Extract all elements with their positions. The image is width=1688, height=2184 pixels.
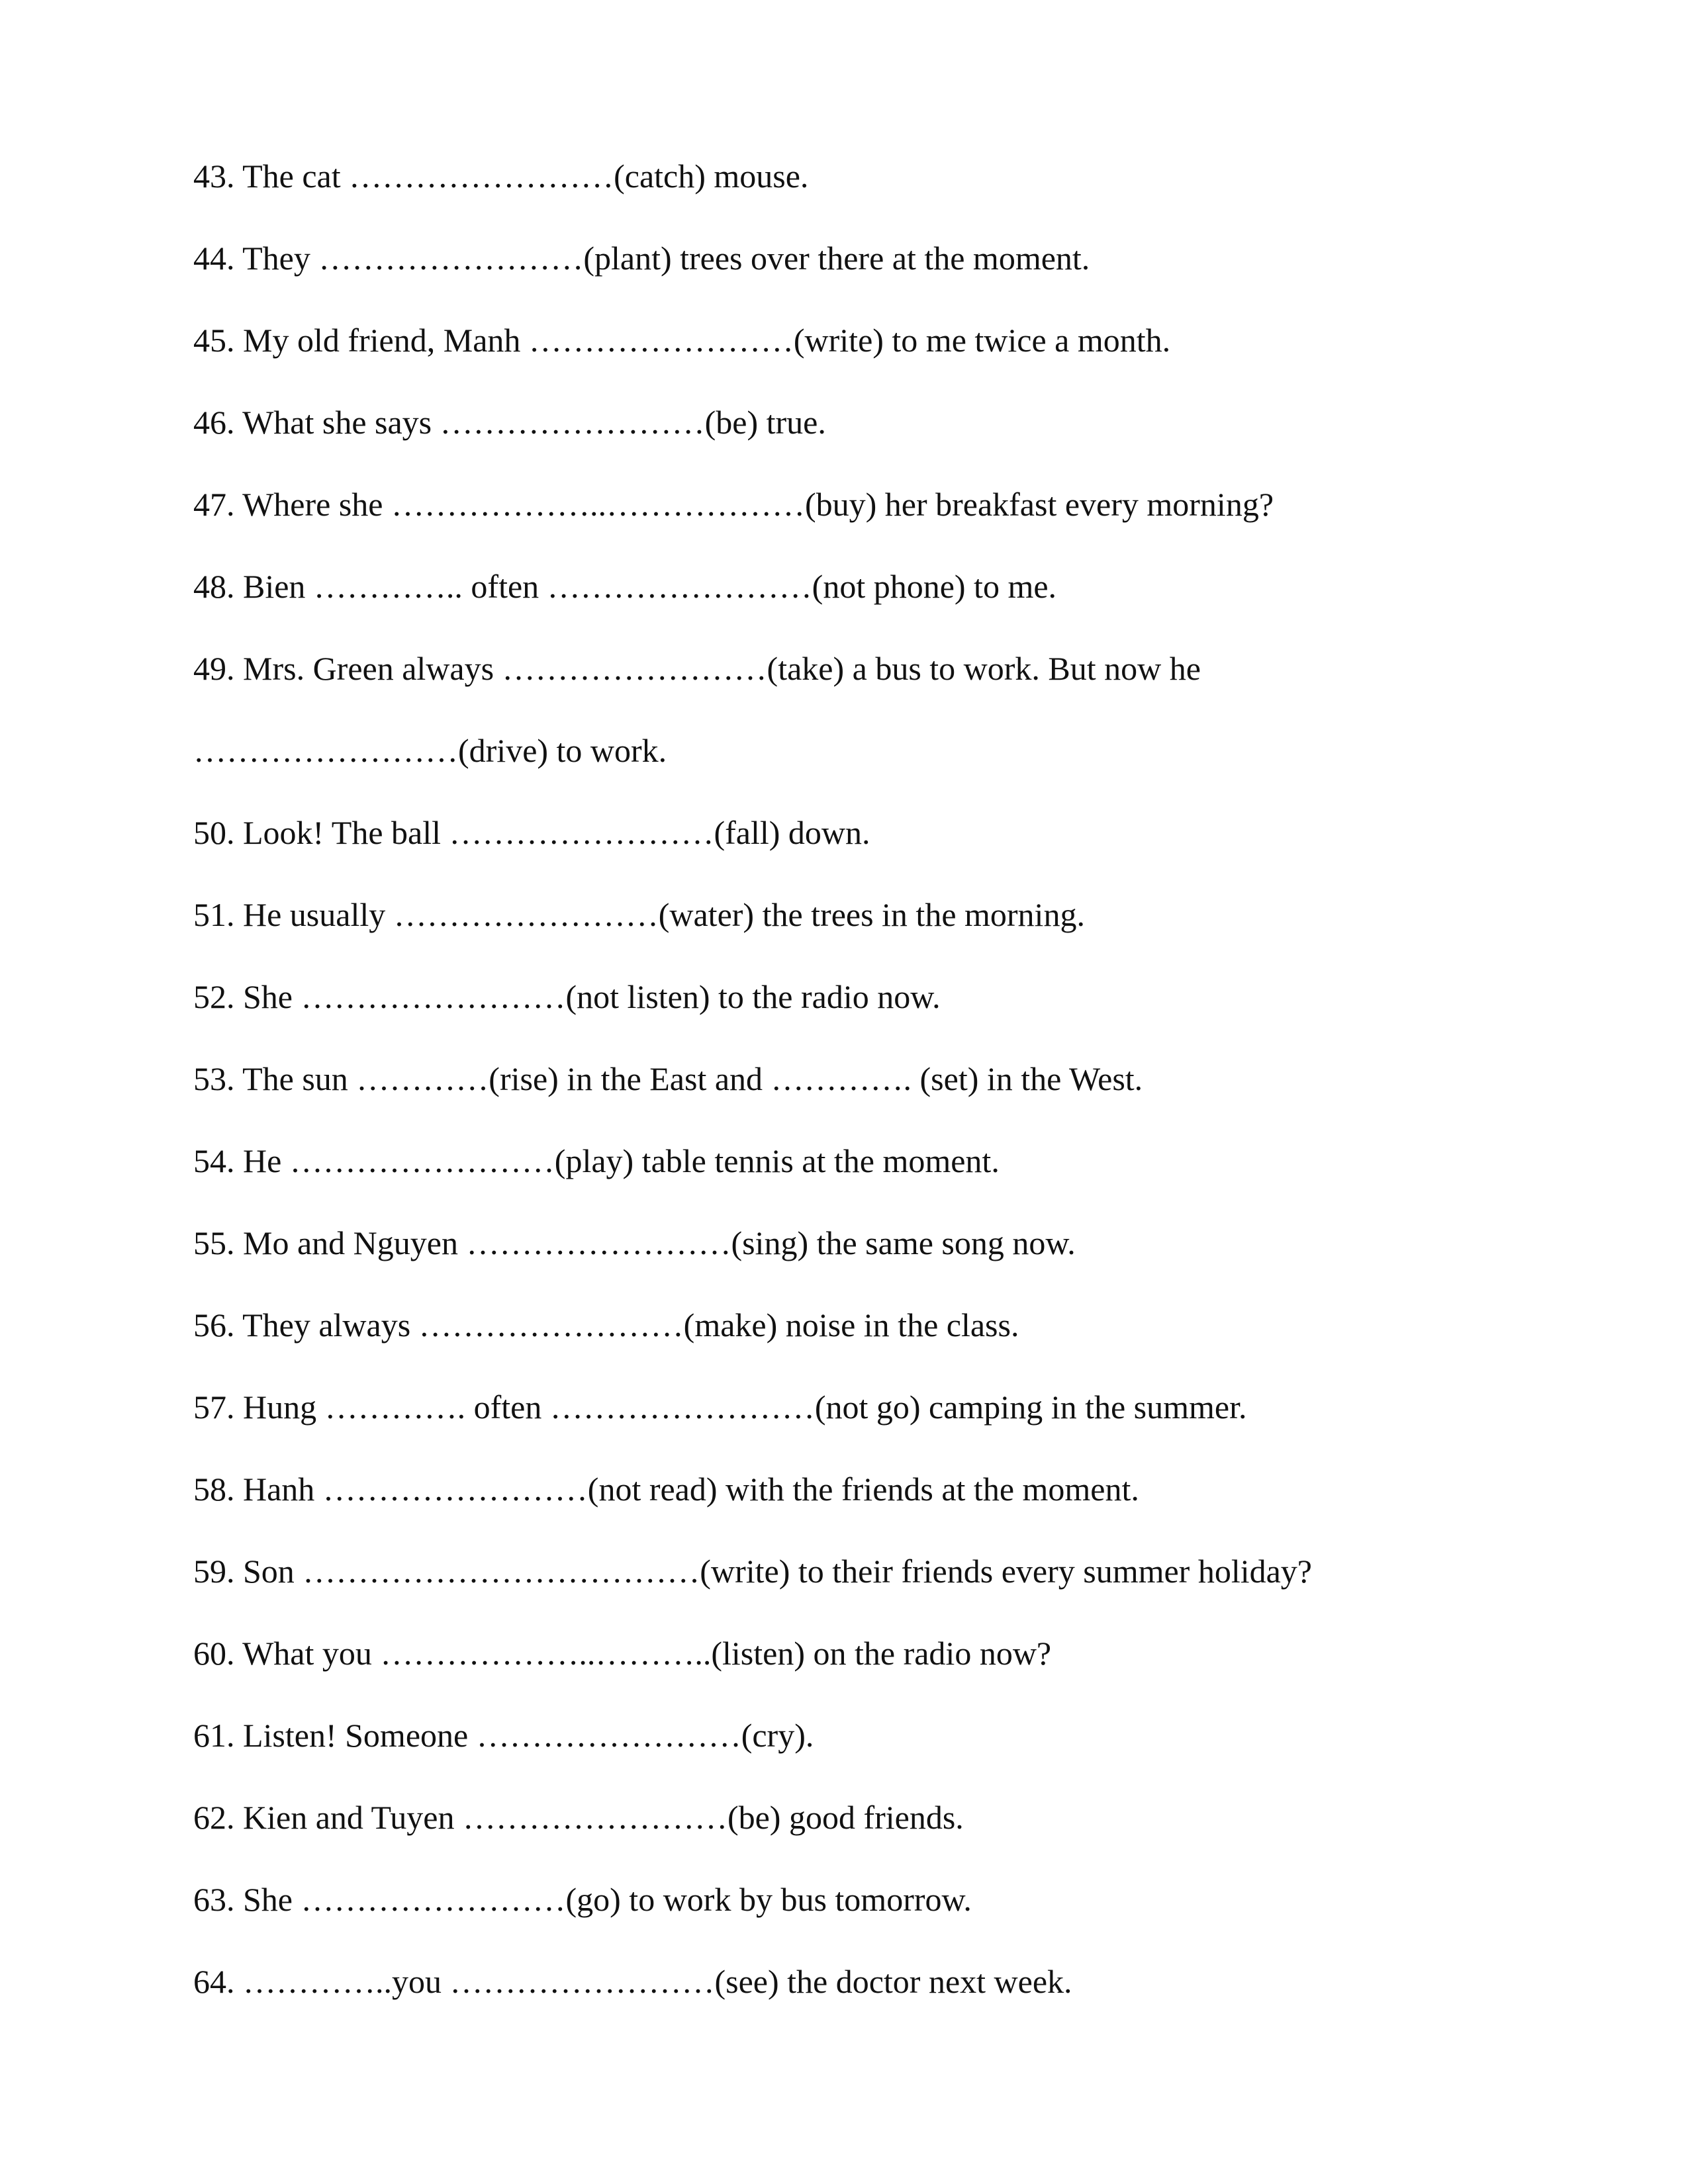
exercise-line-46: 46. What she says ……………………(be) true.: [193, 404, 826, 441]
exercise-line-48: 48. Bien ………….. often ……………………(not phone) to me.: [193, 568, 1057, 605]
exercise-line-43: 43. The cat ……………………(catch) mouse.: [193, 158, 809, 195]
exercise-line-55: 55. Mo and Nguyen ……………………(sing) the same song now.: [193, 1224, 1076, 1261]
exercise-line-52: 52. She ……………………(not listen) to the radio now.: [193, 978, 941, 1015]
exercise-line-63: 63. She ……………………(go) to work by bus tomorrow.: [193, 1881, 972, 1918]
exercise-line-58: 58. Hanh ……………………(not read) with the friends at the moment.: [193, 1471, 1139, 1508]
exercise-line-45: 45. My old friend, Manh ……………………(write) to me twice a month.: [193, 322, 1171, 359]
exercise-line-60: 60. What you ………………..………..(listen) on the radio now?: [193, 1635, 1052, 1672]
exercise-line-57: 57. Hung …………. often ……………………(not go) camping in the summer.: [193, 1388, 1247, 1426]
exercise-line-49-continued: ……………………(drive) to work.: [193, 732, 667, 769]
exercise-line-49: 49. Mrs. Green always ……………………(take) a bus to work. But now he: [193, 650, 1201, 687]
exercise-line-54: 54. He ……………………(play) table tennis at the moment.: [193, 1142, 1000, 1179]
exercise-line-53: 53. The sun …………(rise) in the East and …………. (set) in the West.: [193, 1060, 1143, 1097]
exercise-line-51: 51. He usually ……………………(water) the trees in the morning.: [193, 896, 1085, 933]
exercise-line-50: 50. Look! The ball ……………………(fall) down.: [193, 814, 870, 851]
exercise-line-47: 47. Where she ………………..………………(buy) her breakfast every morning?: [193, 486, 1274, 523]
exercise-line-64: 64. …………..you ……………………(see) the doctor next week.: [193, 1963, 1072, 2000]
exercise-line-61: 61. Listen! Someone ……………………(cry).: [193, 1717, 814, 1754]
exercise-line-62: 62. Kien and Tuyen ……………………(be) good friends.: [193, 1799, 964, 1836]
exercise-line-56: 56. They always ……………………(make) noise in the class.: [193, 1306, 1019, 1343]
exercise-line-59: 59. Son ………………………………(write) to their friends every summer holiday?: [193, 1553, 1312, 1590]
exercise-line-44: 44. They ……………………(plant) trees over there at the moment.: [193, 240, 1090, 277]
